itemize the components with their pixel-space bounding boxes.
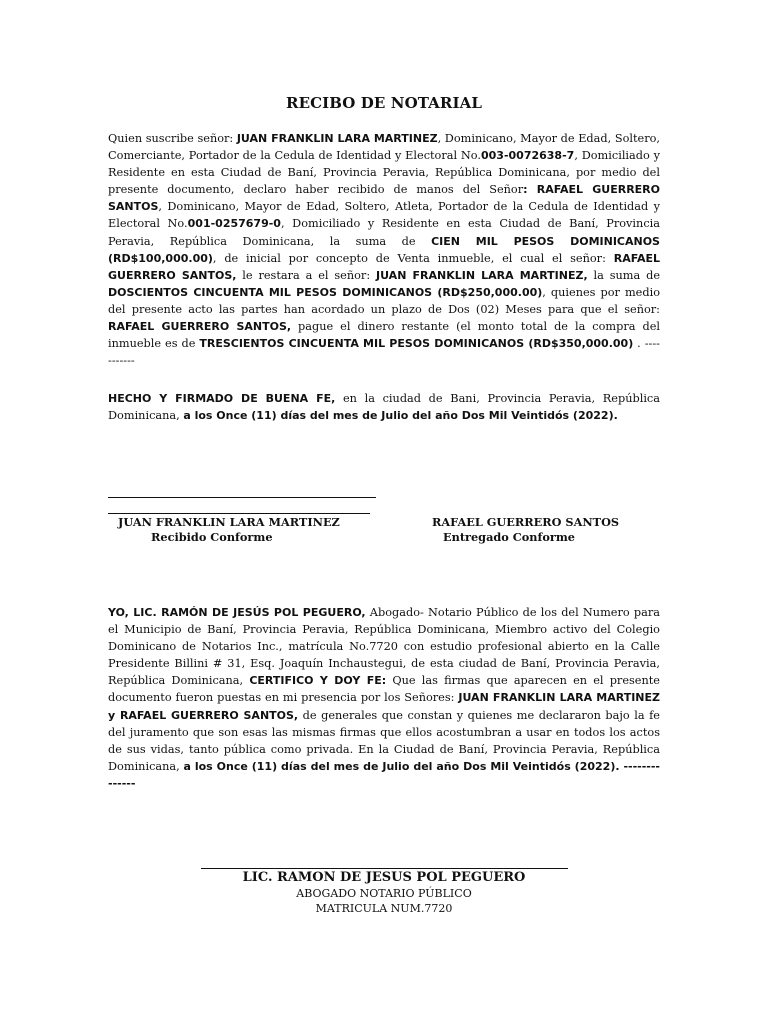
receipt-text: , Dominicano, Mayor de Edad, Soltero, Comerciante, Portador de la Cedula de Identidad y Electoral No. — [108, 132, 661, 163]
certification-date: a los Once (11) días del mes de Julio del año Dos Mil Veintidós (2022). -------------- — [108, 759, 661, 790]
signed-date: a los Once (11) días del mes de Julio del año Dos Mil Veintidós (2022). — [183, 409, 618, 423]
receipt-text: , de inicial por concepto de Venta inmueble, el cual el señor: — [212, 251, 614, 265]
signature-line — [108, 497, 376, 498]
receipt-text: , Dominicano, Mayor de Edad, Soltero, Atleta, Portador de la Cedula de Identidad y Electoral No. — [108, 200, 660, 231]
receipt-text: pague el dinero restante (el monto total de la compra del inmueble es de — [108, 320, 660, 351]
receipt-text: , quienes por medio del presente acto las partes han acordado un plazo de Dos (02) Meses para que el señor: — [108, 285, 661, 316]
receiver-id-number: 003-0072638-7 — [480, 149, 575, 163]
payer-name: RAFAEL GUERRERO SANTOS, — [108, 320, 292, 334]
remaining-amount: DOSCIENTOS CINCUENTA MIL PESOS DOMINICANOS (RD$250,000.00) — [108, 285, 543, 299]
right-signatory-role: Entregado Conforme — [443, 530, 575, 544]
initial-amount: CIEN MIL PESOS DOMINICANOS (RD$100,000.00) — [108, 234, 660, 265]
right-signatory-name: RAFAEL GUERRERO SANTOS — [432, 515, 620, 529]
payer-name: : RAFAEL GUERRERO SANTOS — [108, 183, 660, 214]
party-names: JUAN FRANKLIN LARA MARTINEZ y RAFAEL GUERRERO SANTOS, — [108, 691, 660, 722]
signed-text: en la ciudad de Bani, Provincia Peravia, República Dominicana, — [108, 392, 660, 423]
receiver-name: JUAN FRANKLIN LARA MARTINEZ, — [376, 268, 588, 282]
left-signatory-role: Recibido Conforme — [151, 530, 273, 544]
receipt-text: , Domiciliado y Residente en esta Ciudad de Baní, Provincia Peravia, República Dominicana, la suma de — [108, 217, 661, 248]
receipt-paragraph — [108, 130, 660, 369]
certification-text: Abogado- Notario Público de los del Numero para el Municipio de Baní, Provincia Peravia, República Dominicana, Miembro activo del Colegio Dominicano de Notarios Inc., matrícula No.7720 con estudio profesional abierto en la Calle Presidente Billini # 31, Esq. Joaquín Inchaustegui, de esta ciudad de Baní, Provincia Peravia, República Dominicana, — [108, 606, 660, 688]
signature-line — [108, 513, 370, 514]
receipt-text: , Domiciliado y Residente en esta Ciudad de Baní, Provincia Peravia, República Dominicana, por medio del presente documento, declaro haber recibido de manos del Señor — [108, 149, 660, 197]
receipt-text: la suma de — [587, 268, 661, 282]
notary-name: LIC. RAMON DE JESUS POL PEGUERO — [242, 870, 526, 885]
certification-text: de generales que constan y quienes me declararon bajo la fe del juramento que son esas las mismas firmas que ellos acostumbran a usar en todos los actos de sus vidas, tanto pública como privada. En la Ciudad de Baní, Provincia Peravia, República Dominicana, — [108, 708, 660, 773]
payer-name: RAFAEL GUERRERO SANTOS, — [108, 251, 660, 282]
notary-signature-line — [201, 868, 568, 869]
notary-heading: YO, LIC. RAMÓN DE JESÚS POL PEGUERO, — [108, 606, 366, 619]
receipt-text: . ----------- — [108, 337, 660, 368]
receiver-name: JUAN FRANKLIN LARA MARTINEZ — [236, 132, 438, 145]
left-signatory-name: JUAN FRANKLIN LARA MARTINEZ — [118, 515, 340, 529]
payer-id-number: 001-0257679-0 — [187, 217, 281, 231]
signed-heading: HECHO Y FIRMADO DE BUENA FE, — [108, 392, 336, 405]
certification-text: Que las firmas que aparecen en el presente documento fueron puestas en mi presencia por los Señores: — [108, 674, 660, 705]
document-title: RECIBO DE NOTARIAL — [286, 94, 482, 112]
notary-title: ABOGADO NOTARIO PÚBLICO — [296, 887, 472, 900]
certify-statement: CERTIFICO Y DOY FE: — [249, 674, 387, 688]
notary-registration: MATRICULA NUM.7720 — [315, 902, 453, 915]
receipt-text: Quien suscribe señor: — [108, 132, 237, 145]
total-amount: TRESCIENTOS CINCUENTA MIL PESOS DOMINICANOS (RD$350,000.00) — [199, 337, 634, 351]
certification-paragraph — [108, 604, 660, 792]
signed-paragraph — [108, 390, 660, 424]
receipt-text: le restara a el señor: — [236, 268, 376, 282]
